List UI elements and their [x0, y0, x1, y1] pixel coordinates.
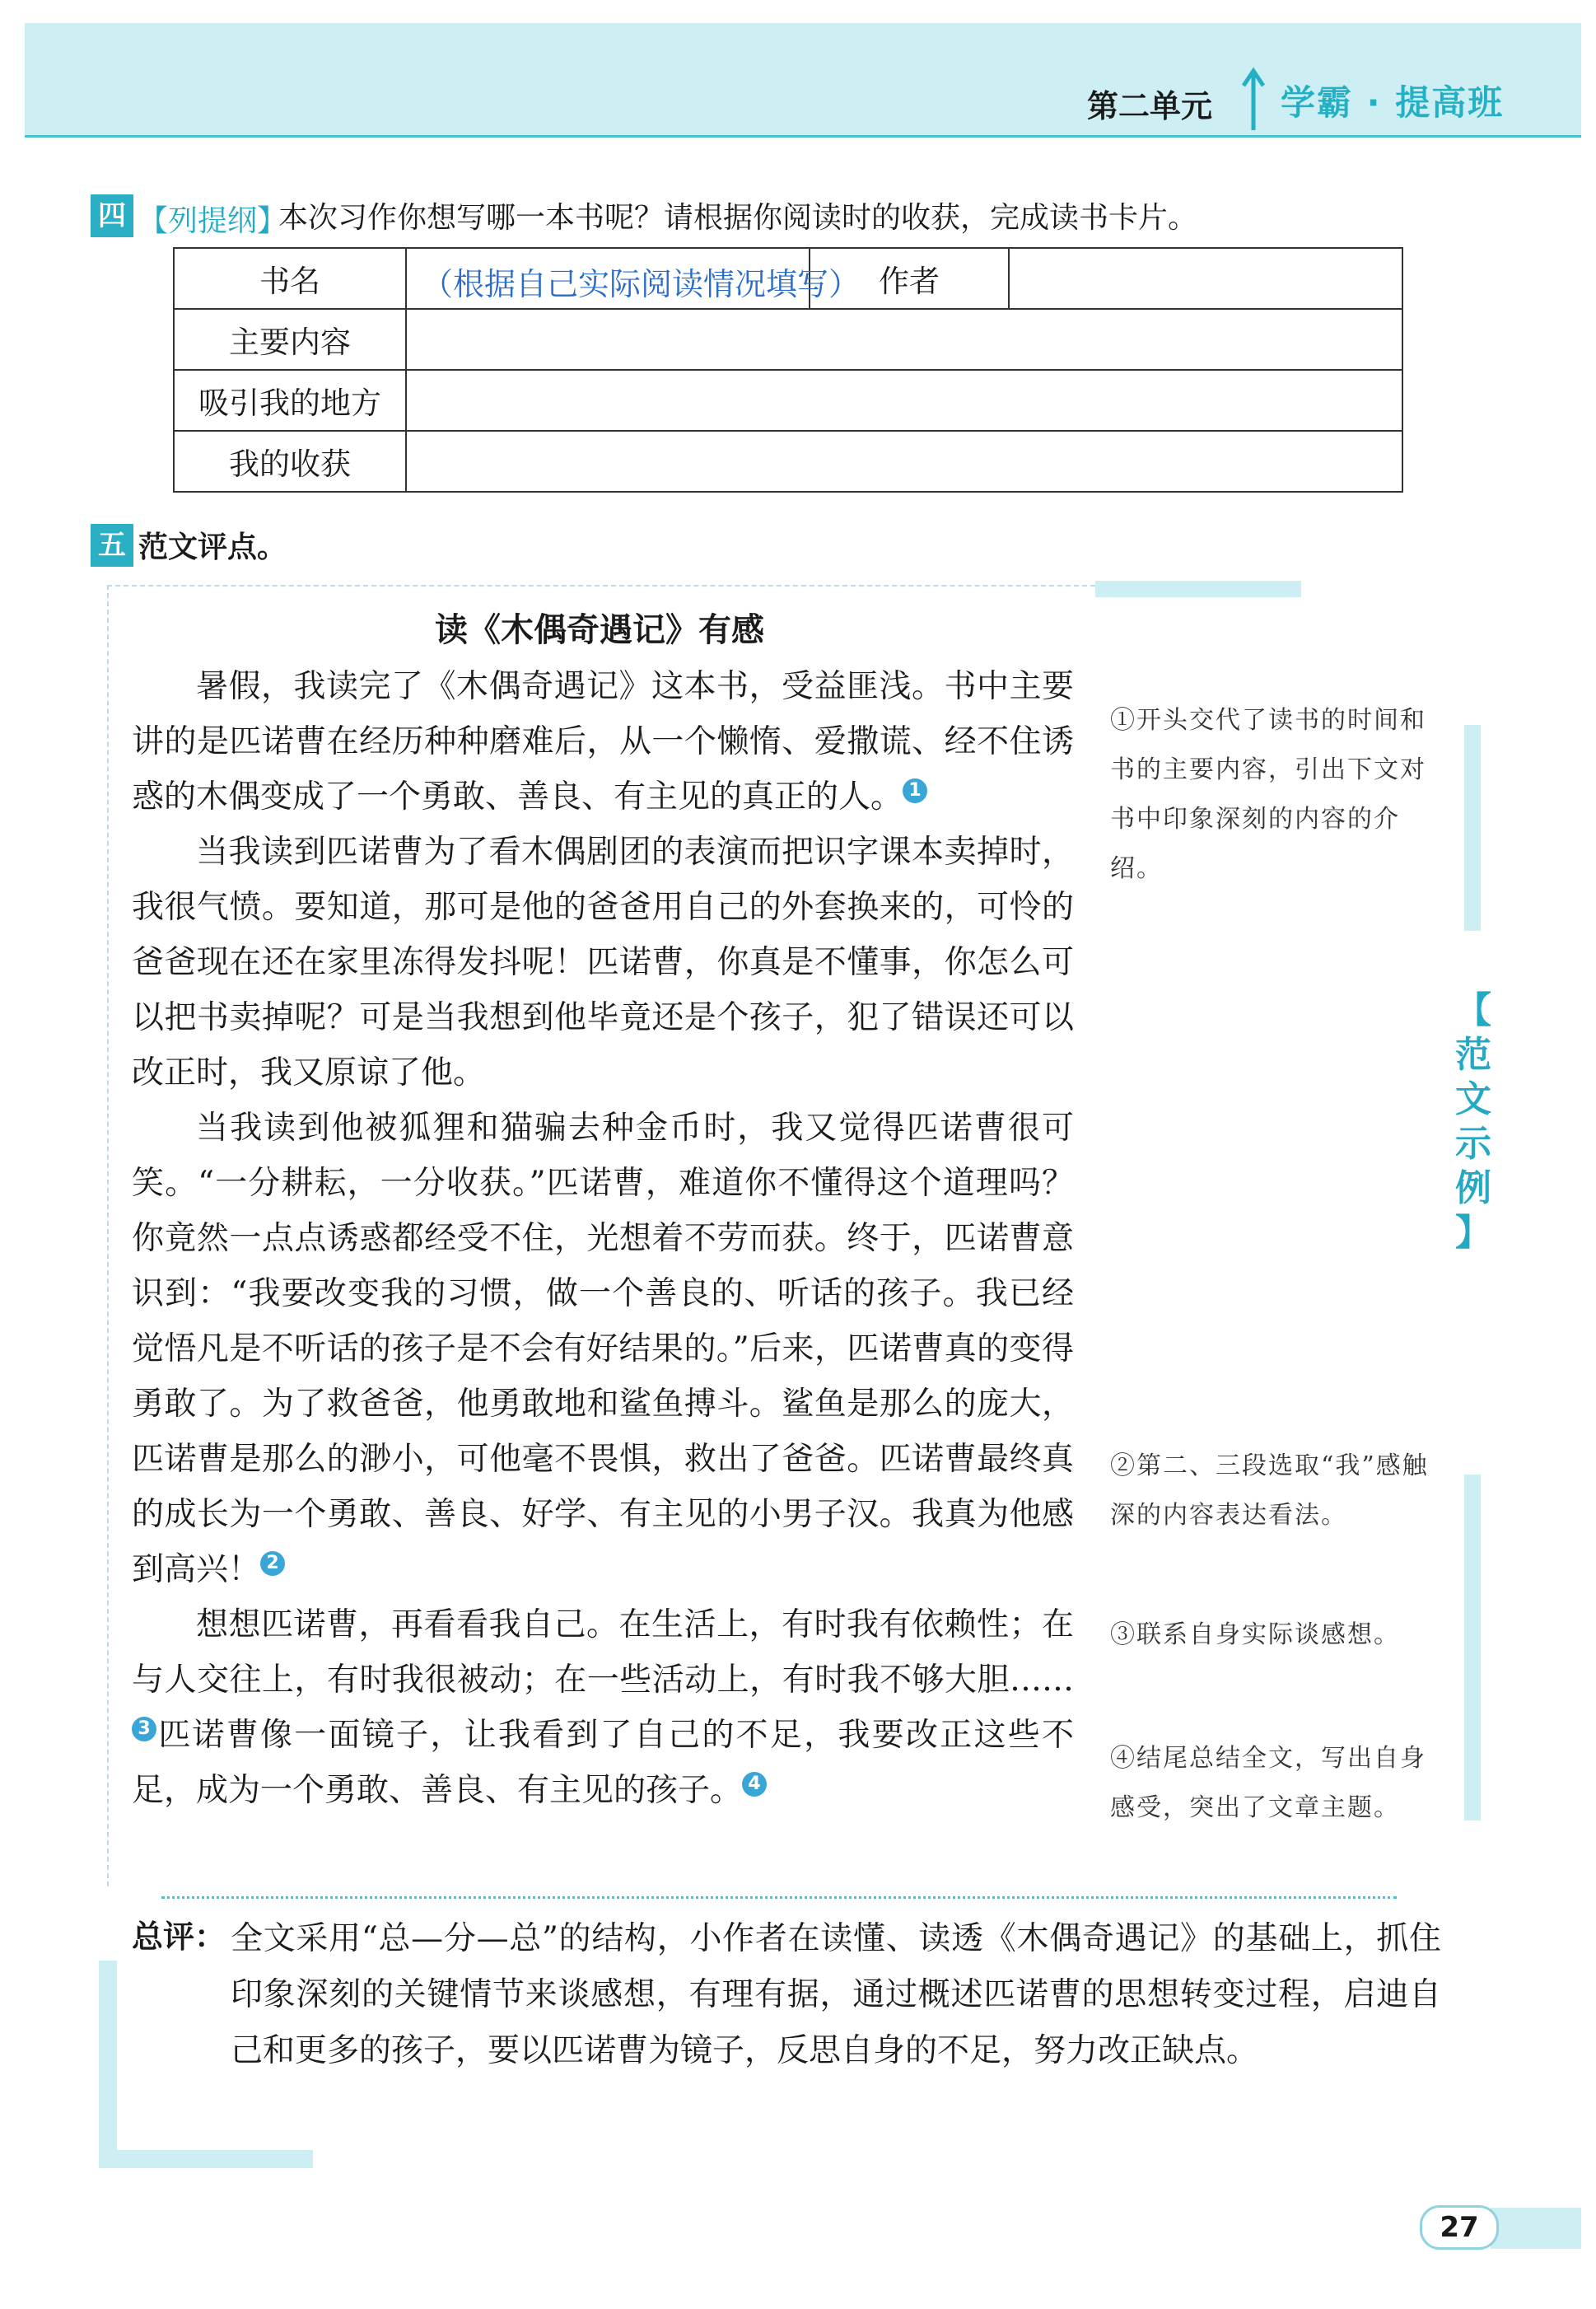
frame-dash-left — [107, 585, 109, 1886]
essay-paragraph-3: 当我读到他被狐狸和猫骗去种金币时，我又觉得匹诺曹很可笑。“一分耕耘，一分收获。”匹诺曹，难道你不懂得这个道理吗？你竟然一点点诱惑都经受不住，光想着不劳而获。终于，匹诺曹意识到：“我要改变我的习惯，做一个善良的、听话的孩子。我已经觉悟凡是不听话的孩子是不会有好结果的。”后来，匹诺曹真的变得勇敢了。为了救爸爸，他勇敢地和鲨鱼搏斗。鲨鱼是那么的庞大，匹诺曹是那么的渺小，可他毫不畏惧，救出了爸爸。匹诺曹最终真的成长为一个勇敢、善良、好学、有主见的小男子汉。我真为他感到高兴！ 2 — [132, 1110, 1074, 1588]
section-number-4: 四 — [91, 194, 133, 237]
arrow-up-icon — [1237, 66, 1270, 132]
summary-divider — [161, 1896, 1397, 1899]
brand-label: 学霸 · 提高班 — [1281, 82, 1505, 123]
frame-deco-top — [1095, 581, 1301, 597]
summary-text: 全文采用“总—分—总”的结构，小作者在读懂、读透《木偶奇遇记》的基础上，抓住印象深刻的关键情节来谈感想，有理有据，通过概述匹诺曹的思想转变过程，启迪自己和更多的孩子，要以匹诺曹为镜子，反思自身的不足，努力改正缺点。 — [231, 1920, 1441, 2069]
essay-paragraph-4: 想想匹诺曹，再看看我自己。在生活上，有时我有依赖性；在与人交往上，有时我很被动；在一些活动上，有时我不够大胆……3 匹诺曹像一面镜子，让我看到了自己的不足，我要改正这些不足，成为一个勇敢、善良、有主见的孩子。 4 — [132, 1606, 1074, 1809]
summary-label: 总评： — [132, 1919, 226, 1955]
side-bar-bottom — [1464, 1475, 1481, 1821]
side-tab-label: 【 范 文 示 例 】 — [1455, 989, 1491, 1254]
essay-title: 读《木偶奇遇记》有感 — [435, 610, 764, 649]
unit-label: 第二单元 — [1087, 88, 1213, 124]
page-band — [1491, 2208, 1581, 2249]
author-label: 作者 — [810, 248, 1009, 309]
essay-paragraph-1: 暑假，我读完了《木偶奇遇记》这本书，受益匪浅。书中主要讲的是匹诺曹在经历种种磨难后，从一个懒惰、爱撒谎、经不住诱惑的木偶变成了一个勇敢、善良、有主见的真正的人。 1 — [132, 668, 1074, 816]
attraction-cell[interactable] — [406, 370, 1402, 431]
page-number: 27 — [1420, 2205, 1499, 2250]
essay-body — [132, 659, 1074, 1818]
side-bar-top — [1464, 725, 1481, 931]
frame-deco-bottom — [99, 2150, 313, 2168]
gain-label: 我的收获 — [174, 431, 406, 492]
side-note-1: ①开头交代了读书的时间和书的主要内容，引出下文对书中印象深刻的内容的介绍。 — [1110, 706, 1426, 883]
section-prompt: 本次习作你想写哪一本书呢？请根据你阅读时的收获，完成读书卡片。 — [278, 201, 1198, 235]
side-note-3: ③联系自身实际谈感想。 — [1110, 1620, 1400, 1649]
note-marker-3: 3 — [132, 1717, 156, 1741]
essay-paragraph-2: 当我读到匹诺曹为了看木偶剧团的表演而把识字课本卖掉时，我很气愤。要知道，那可是他的爸爸用自己的外套换来的，可怜的爸爸现在还在家里冻得发抖呢！匹诺曹，你真是不懂事，你怎么可以把书卖掉呢？可是当我想到他毕竟还是个孩子，犯了错误还可以改正时，我又原谅了他。 — [132, 834, 1074, 1091]
frame-deco-left — [99, 1961, 117, 2166]
side-note-2: ②第二、三段选取“我”感触深的内容表达看法。 — [1110, 1451, 1429, 1530]
note-marker-2: 2 — [260, 1551, 285, 1576]
answer-hint: （根据自己实际阅读情况填写） — [422, 266, 861, 302]
content-label: 主要内容 — [174, 309, 406, 370]
section-number-5: 五 — [91, 524, 133, 567]
author-cell[interactable] — [1009, 248, 1402, 309]
frame-dash-top — [107, 585, 1095, 587]
side-note-4: ④结尾总结全文，写出自身感受，突出了文章主题。 — [1110, 1744, 1426, 1822]
attraction-label: 吸引我的地方 — [174, 370, 406, 431]
note-marker-1: 1 — [903, 778, 927, 803]
section5-title: 范文评点。 — [138, 531, 287, 564]
section-tag: 【列提纲】 — [138, 204, 287, 238]
book-name-label: 书名 — [174, 248, 406, 309]
header-rule — [25, 135, 1581, 138]
content-cell[interactable] — [406, 309, 1402, 370]
gain-cell[interactable] — [406, 431, 1402, 492]
note-marker-4: 4 — [742, 1772, 767, 1797]
